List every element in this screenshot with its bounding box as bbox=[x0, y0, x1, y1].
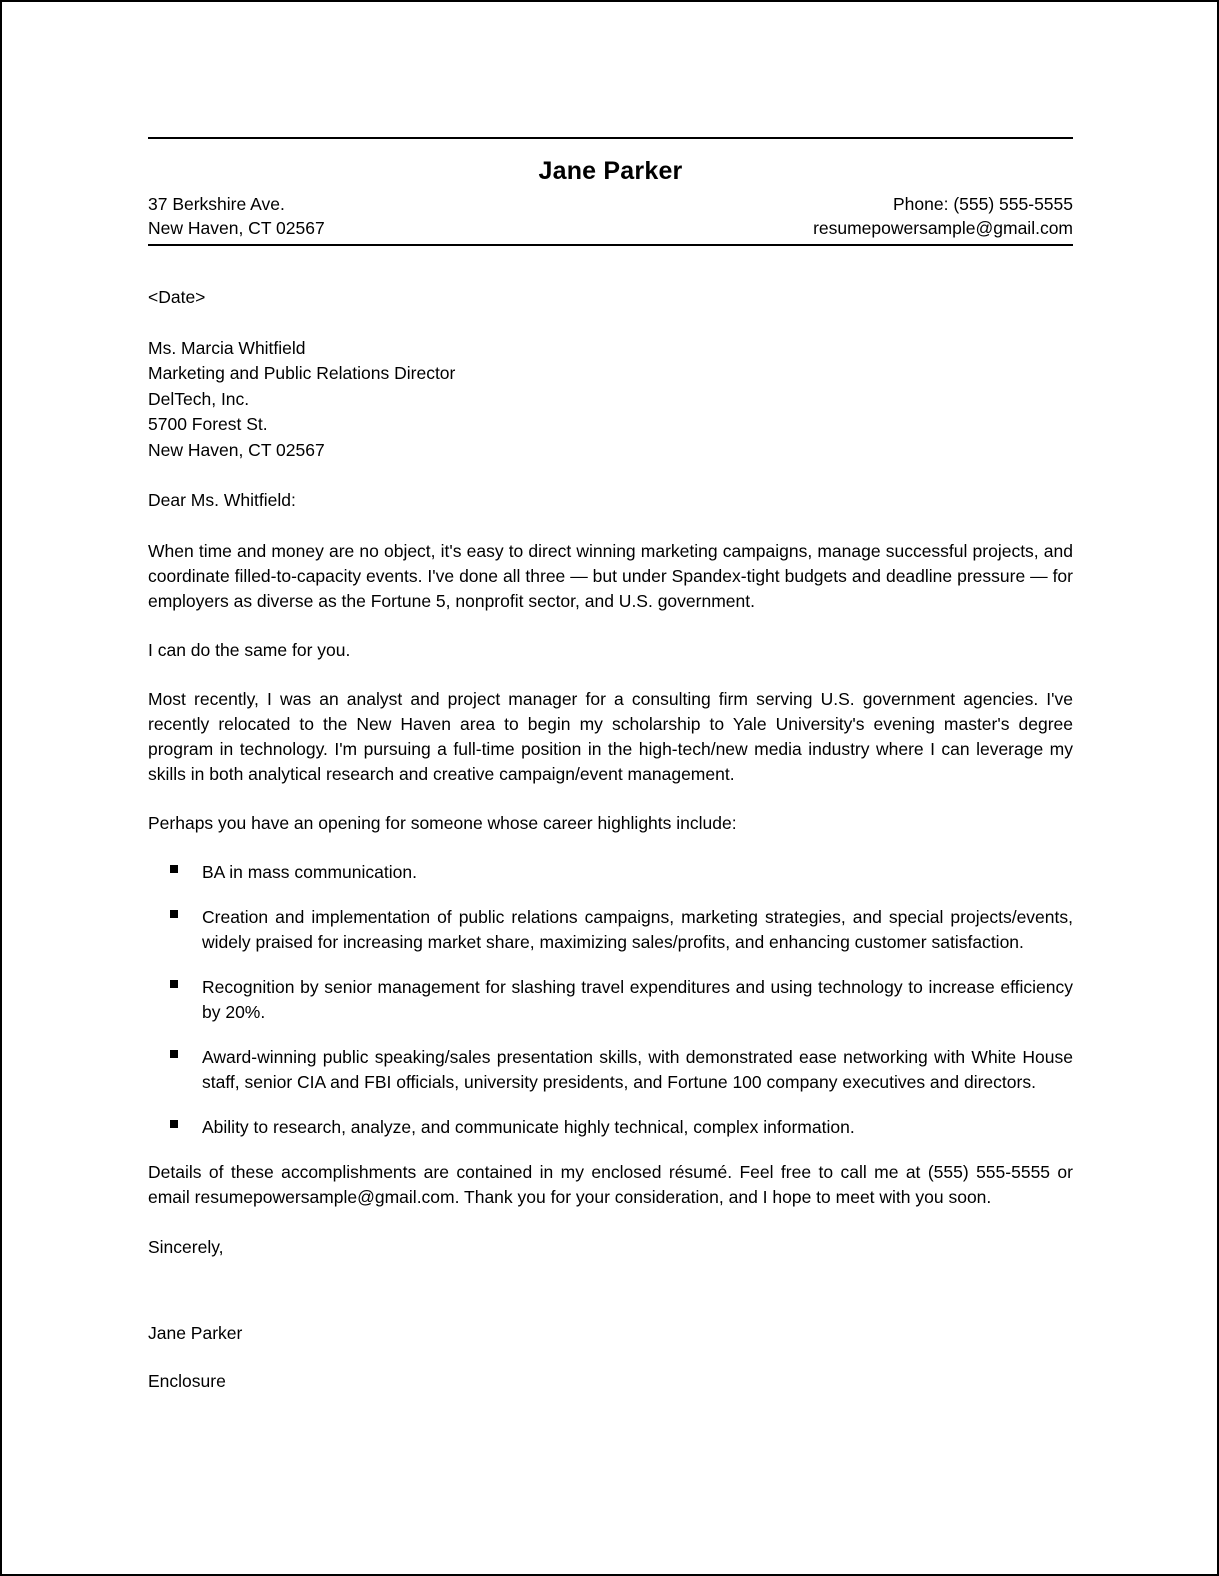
salutation: Dear Ms. Whitfield: bbox=[148, 489, 296, 510]
sender-email: resumepowersample@gmail.com bbox=[813, 218, 1073, 239]
recipient-street: 5700 Forest St. bbox=[148, 414, 268, 435]
sender-address-line1: 37 Berkshire Ave. bbox=[148, 194, 285, 214]
recipient-city-state-zip: New Haven, CT 02567 bbox=[148, 439, 325, 460]
list-item-text: Ability to research, analyze, and communicate highly technical, complex information. bbox=[202, 1117, 855, 1137]
closing-paragraph: Details of these accomplishments are contained in my enclosed résumé. Feel free to call me at (555) 555-5555 or email resumepowersample@gmail.com. Thank you for your consideration, and I hope to meet with you soon. bbox=[148, 1162, 1073, 1208]
recipient-name: Ms. Marcia Whitfield bbox=[148, 338, 306, 359]
list-item-text: BA in mass communication. bbox=[202, 861, 417, 882]
square-bullet-icon bbox=[170, 910, 178, 918]
body-paragraph-2: I can do the same for you. bbox=[148, 639, 351, 660]
sender-address-line2: New Haven, CT 02567 bbox=[148, 218, 325, 239]
list-item bbox=[170, 1045, 1073, 1095]
list-item bbox=[170, 860, 1073, 885]
page-title: Jane Parker bbox=[538, 157, 683, 185]
body-paragraph-1: When time and money are no object, it's easy to direct winning marketing campaigns, manage successful projects, and coordinate filled-to-capacity events. I've done all three — but under Spandex-tight budgets and deadline pressure — for employers as diverse as the Fortune 5, nonprofit sector, and U.S. government. bbox=[148, 540, 1073, 611]
sender-contact bbox=[813, 192, 1073, 240]
body-paragraph-3: Most recently, I was an analyst and project manager for a consulting firm serving U.S. government agencies. I've recently relocated to the New Haven area to begin my scholarship to Yale University's evening master's degree program in technology. I'm pursuing a full-time position in the high-tech/new media industry where I can leverage my skills in both analytical research and creative campaign/event management. bbox=[148, 688, 1073, 784]
list-item-text: Creation and implementation of public relations campaigns, marketing strategies, and special projects/events, widely praised for increasing market share, maximizing sales/profits, and enhancing customer satisfaction. bbox=[202, 906, 1073, 952]
signature-name: Jane Parker bbox=[148, 1322, 243, 1343]
list-item bbox=[170, 905, 1073, 955]
career-highlights-list bbox=[148, 860, 1073, 1140]
cover-letter bbox=[148, 137, 1073, 1393]
signature-space bbox=[148, 1260, 1073, 1322]
sender-address bbox=[148, 192, 325, 240]
sign-off: Sincerely, bbox=[148, 1237, 224, 1258]
square-bullet-icon bbox=[170, 1050, 178, 1058]
body-paragraph-4: Perhaps you have an opening for someone whose career highlights include: bbox=[148, 812, 737, 833]
letter-body bbox=[148, 246, 1073, 1393]
contact-header bbox=[148, 192, 1073, 244]
square-bullet-icon bbox=[170, 865, 178, 873]
list-item bbox=[170, 975, 1073, 1025]
square-bullet-icon bbox=[170, 1120, 178, 1128]
recipient-block bbox=[148, 336, 1073, 463]
date-placeholder: <Date> bbox=[148, 287, 206, 308]
recipient-company: DelTech, Inc. bbox=[148, 388, 250, 409]
square-bullet-icon bbox=[170, 980, 178, 988]
enclosure-note: Enclosure bbox=[148, 1370, 226, 1391]
list-item bbox=[170, 1115, 1073, 1140]
list-item-text: Award-winning public speaking/sales presentation skills, with demonstrated ease networking with White House staff, senior CIA and FBI officials, university presidents, and Fortune 100 company executives and directors. bbox=[202, 1046, 1073, 1092]
recipient-title: Marketing and Public Relations Director bbox=[148, 363, 456, 384]
sender-phone: Phone: (555) 555-5555 bbox=[893, 194, 1073, 214]
list-item-text: Recognition by senior management for slashing travel expenditures and using technology to increase efficiency by 20%. bbox=[202, 976, 1073, 1022]
